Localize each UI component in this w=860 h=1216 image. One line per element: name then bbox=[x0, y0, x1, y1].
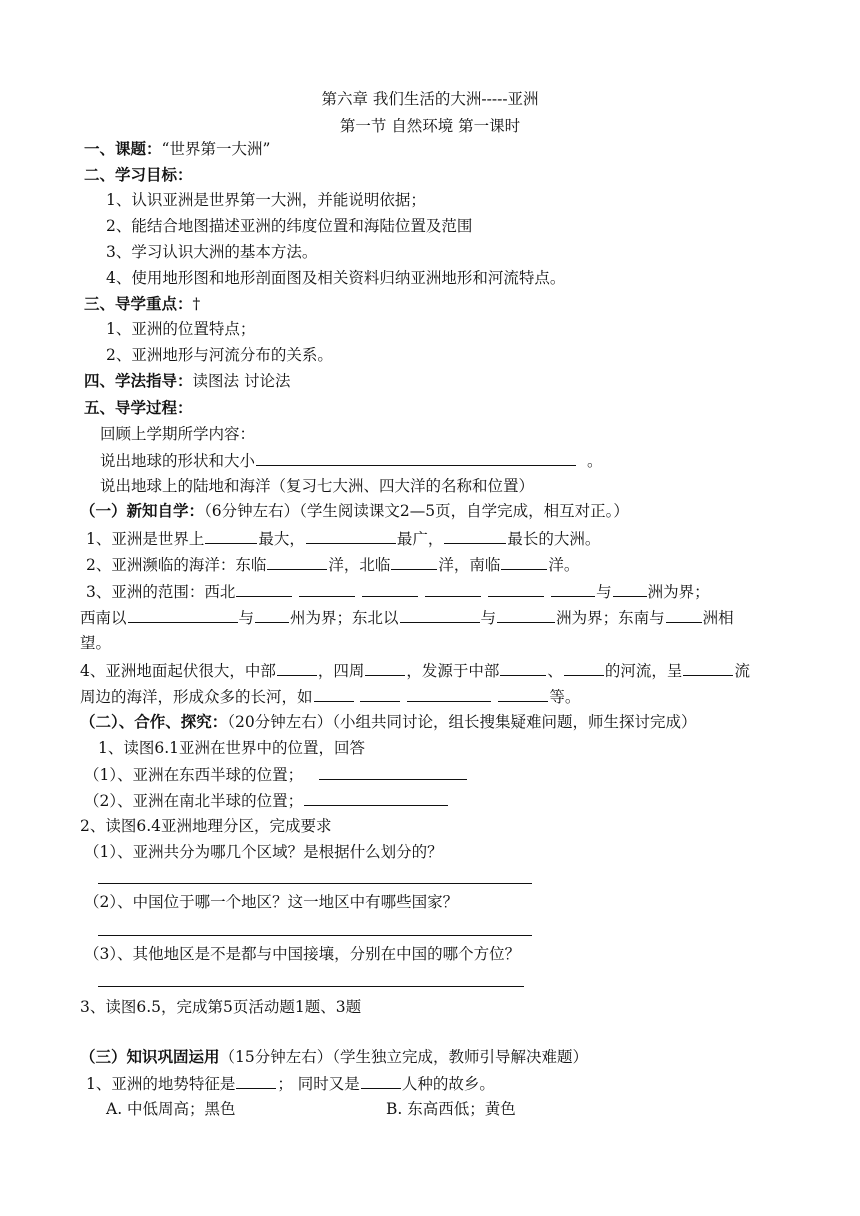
answer-blank[interactable] bbox=[277, 659, 317, 676]
answer-blank[interactable] bbox=[498, 685, 548, 702]
part-note: （15分钟左右）（学生独立完成，教师引导解决难题） bbox=[219, 1048, 588, 1066]
question-text: 最广， bbox=[396, 530, 444, 548]
question-text: 1、亚洲是世界上 bbox=[86, 530, 205, 548]
question-text: （1）、亚洲在东西半球的位置； bbox=[84, 766, 304, 784]
answer-blank[interactable] bbox=[365, 659, 405, 676]
question-text: 最大， bbox=[258, 530, 305, 548]
answer-blank[interactable] bbox=[319, 763, 467, 780]
question-text: 与 bbox=[238, 609, 255, 627]
question-text: 说出地球的形状和大小 bbox=[100, 452, 256, 470]
page-subtitle: 第一节 自然环境 第一课时 bbox=[339, 117, 521, 135]
answer-blank[interactable] bbox=[306, 527, 396, 544]
answer-blank[interactable] bbox=[683, 659, 733, 676]
key-point-item: 2、亚洲地形与河流分布的关系。 bbox=[106, 346, 333, 364]
landsea-question: 说出地球上的陆地和海洋（复习七大洲、四大洋的名称和位置） bbox=[100, 477, 535, 495]
answer-blank[interactable] bbox=[360, 685, 400, 702]
page-title: 第六章 我们生活的大洲-----亚洲 bbox=[321, 90, 539, 108]
question-3 bbox=[86, 580, 710, 603]
question-1 bbox=[86, 527, 600, 550]
part-label: （三）知识巩固运用 bbox=[80, 1047, 220, 1066]
answer-blank[interactable] bbox=[551, 580, 595, 597]
question-text: 洲为界； bbox=[647, 583, 710, 601]
answer-blank[interactable] bbox=[501, 553, 547, 570]
topic-text: “世界第一大洲” bbox=[161, 140, 271, 158]
question-text: 人种的故乡。 bbox=[401, 1075, 495, 1093]
shape-question bbox=[100, 449, 603, 472]
answer-blank[interactable] bbox=[128, 606, 238, 623]
method-text: 读图法 讨论法 bbox=[192, 372, 291, 390]
answer-blank[interactable] bbox=[497, 606, 555, 623]
section-label: 五、导学过程： bbox=[84, 398, 193, 417]
answer-blank[interactable] bbox=[391, 553, 437, 570]
answer-blank[interactable] bbox=[256, 449, 576, 466]
question-text: 4、亚洲地面起伏很大，中部 bbox=[80, 662, 276, 680]
question-text: 洲为界；东南与 bbox=[556, 609, 665, 627]
part-label: （二）、合作、探究： bbox=[80, 712, 228, 731]
question-text: 3、亚洲的范围：西北 bbox=[86, 583, 236, 601]
answer-blank[interactable] bbox=[236, 1072, 276, 1089]
section-label: 一、课题： bbox=[84, 139, 162, 158]
answer-blank[interactable] bbox=[304, 789, 448, 806]
option-b[interactable]: B. 东高西低；黄色 bbox=[386, 1100, 516, 1118]
answer-blank[interactable] bbox=[236, 580, 292, 597]
question-2 bbox=[86, 553, 579, 576]
question-text: 洋，南临 bbox=[438, 556, 501, 574]
part-note: （20分钟左右）（小组共同讨论，组长搜集疑难问题，师生探讨完成） bbox=[227, 713, 697, 731]
question-text: 最长的大洲。 bbox=[507, 530, 601, 548]
question-text: 洋。 bbox=[548, 556, 580, 574]
question-text: 西南以 bbox=[80, 609, 127, 627]
question-end: 。 bbox=[587, 452, 603, 470]
answer-blank[interactable] bbox=[564, 659, 604, 676]
question-text: （2）、中国位于哪一个地区？这一地区中有哪些国家？ bbox=[84, 893, 459, 911]
answer-blank[interactable] bbox=[361, 1072, 401, 1089]
section-topic bbox=[84, 138, 270, 160]
answer-blank[interactable] bbox=[255, 606, 289, 623]
answer-blank[interactable] bbox=[488, 580, 544, 597]
question-text: 3、读图6.5，完成第5页活动题1题、3题 bbox=[80, 998, 362, 1016]
answer-blank[interactable] bbox=[267, 553, 327, 570]
question-text: 洲相 bbox=[702, 609, 734, 627]
answer-blank[interactable] bbox=[205, 527, 257, 544]
question-text: 周边的海洋，形成众多的长河，如 bbox=[80, 688, 313, 706]
answer-blank[interactable] bbox=[362, 580, 418, 597]
question-3-continued bbox=[80, 606, 734, 629]
answer-blank[interactable] bbox=[613, 580, 647, 597]
answer-blank[interactable] bbox=[444, 527, 506, 544]
question-text: 洋，北临 bbox=[328, 556, 391, 574]
question-text bbox=[84, 763, 468, 786]
part-label: （一）新知自学： bbox=[80, 501, 205, 520]
question-3-end: 望。 bbox=[80, 634, 112, 652]
question-text: ； 同时又是 bbox=[277, 1075, 360, 1093]
answer-blank[interactable] bbox=[425, 580, 481, 597]
question-text: 与 bbox=[480, 609, 497, 627]
question-text: 1、读图6.1亚洲在世界中的位置，回答 bbox=[98, 739, 366, 757]
question-text: （1）、亚洲共分为哪几个区域？是根据什么划分的？ bbox=[84, 843, 443, 861]
section-label: 四、学法指导： bbox=[84, 371, 193, 390]
objective-item: 3、学习认识大洲的基本方法。 bbox=[106, 243, 318, 261]
question-text: （3）、其他地区是不是都与中国接壤，分别在中国的哪个方位？ bbox=[84, 945, 521, 963]
question-text: 1、亚洲的地势特征是 bbox=[86, 1075, 236, 1093]
question-text: 流 bbox=[734, 662, 750, 680]
objective-item: 2、能结合地图描述亚洲的纬度位置和海陆位置及范围 bbox=[106, 217, 473, 235]
question-text: 等。 bbox=[549, 688, 581, 706]
section-method bbox=[84, 370, 290, 392]
part1-heading bbox=[80, 500, 629, 522]
question-text: ，四周 bbox=[317, 662, 365, 680]
question-text: （2）、亚洲在南北半球的位置； bbox=[84, 792, 304, 810]
question-text: 州为界；东北以 bbox=[290, 609, 399, 627]
dagger-mark: † bbox=[192, 295, 201, 313]
part2-heading bbox=[80, 711, 697, 733]
section-key-points bbox=[84, 293, 200, 315]
question-text bbox=[86, 1072, 495, 1095]
question-text: 2、亚洲濒临的海洋：东临 bbox=[86, 556, 267, 574]
answer-line[interactable] bbox=[98, 935, 532, 936]
question-text bbox=[84, 789, 449, 812]
section-label: 三、导学重点： bbox=[84, 294, 193, 313]
section-label: 二、学习目标： bbox=[84, 165, 193, 184]
answer-blank[interactable] bbox=[299, 580, 355, 597]
option-a[interactable]: A. 中低周高；黑色 bbox=[106, 1100, 236, 1118]
question-text: 、 bbox=[547, 662, 563, 680]
question-text: 与 bbox=[596, 583, 612, 601]
answer-blank[interactable] bbox=[314, 685, 354, 702]
answer-blank[interactable] bbox=[407, 685, 491, 702]
review-intro: 回顾上学期所学内容： bbox=[100, 425, 256, 443]
answer-line[interactable] bbox=[98, 986, 524, 987]
answer-line[interactable] bbox=[98, 883, 532, 884]
key-point-item: 1、亚洲的位置特点； bbox=[106, 320, 256, 338]
question-text: ，发源于中部 bbox=[406, 662, 500, 680]
part-note: （6分钟左右）（学生阅读课文2—5页，自学完成，相互对正。） bbox=[204, 502, 629, 520]
objective-item: 1、认识亚洲是世界第一大洲，并能说明依据； bbox=[106, 191, 426, 209]
answer-blank[interactable] bbox=[500, 659, 546, 676]
question-text: 的河流，呈 bbox=[604, 662, 683, 680]
question-text: 2、读图6.4亚洲地理分区，完成要求 bbox=[80, 817, 332, 835]
part3-heading bbox=[80, 1046, 588, 1068]
answer-blank[interactable] bbox=[400, 606, 480, 623]
question-4-continued bbox=[80, 685, 580, 708]
objective-item: 4、使用地形图和地形剖面图及相关资料归纳亚洲地形和河流特点。 bbox=[106, 269, 566, 287]
answer-blank[interactable] bbox=[666, 606, 702, 623]
question-4 bbox=[80, 659, 750, 682]
